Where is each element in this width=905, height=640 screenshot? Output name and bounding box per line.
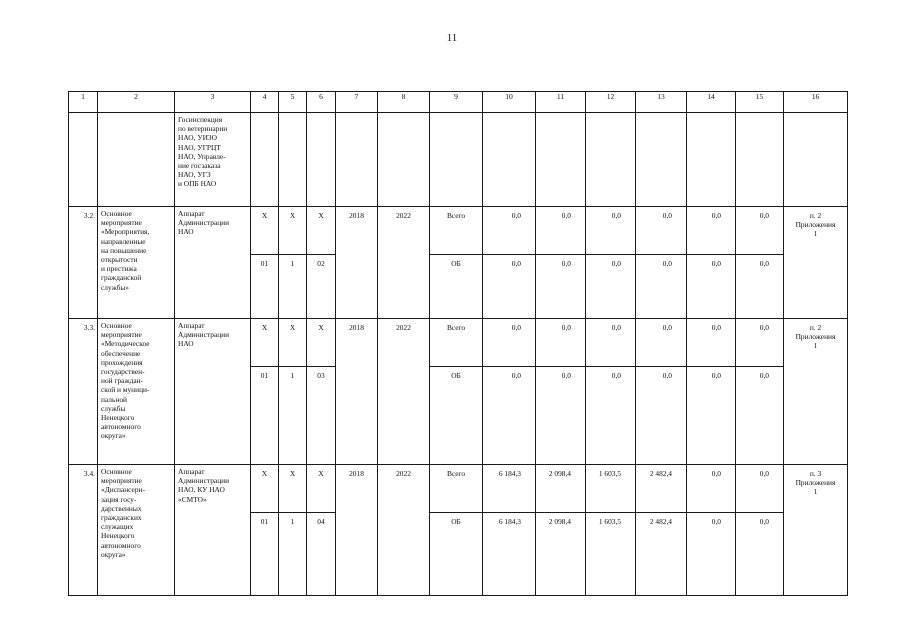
amount-cell: 2 098,4 — [536, 513, 586, 596]
amount-cell: 0,0 — [483, 367, 536, 465]
amount-cell: 0,0 — [687, 465, 736, 513]
amount-cell: 2 482,4 — [636, 513, 687, 596]
name-line: Основное — [101, 209, 132, 218]
name-line: автономного — [101, 540, 141, 550]
name-line: Ненецкого — [101, 531, 135, 541]
row-number: 3.4. — [69, 465, 98, 596]
amount-cell: 0,0 — [687, 207, 736, 255]
table-row — [69, 319, 848, 367]
amount-cell: 0,0 — [687, 255, 736, 319]
executor-line: НАО — [178, 227, 194, 237]
executor-cell — [175, 465, 251, 596]
header-cell: 6 — [307, 92, 336, 113]
table-row — [69, 207, 848, 255]
amount-cell: 1 603,5 — [586, 465, 636, 513]
executor-line: по ветеринарии — [178, 124, 228, 134]
header-cell: 10 — [483, 92, 536, 113]
name-line: направленные — [101, 236, 146, 246]
name-line: «Методическое — [101, 339, 150, 349]
amount-cell: 2 098,4 — [536, 465, 586, 513]
header-cell: 8 — [378, 92, 430, 113]
name-line: гражданских — [101, 513, 142, 523]
year-end: 2022 — [378, 465, 430, 596]
funding-source-label: ОБ — [430, 513, 483, 596]
reference-cell — [784, 207, 848, 319]
header-cell: 3 — [175, 92, 251, 113]
amount-cell: 0,0 — [483, 319, 536, 367]
executor-line: Аппарат — [178, 321, 205, 330]
executor-line: Администрации — [178, 218, 230, 228]
amount-cell: 0,0 — [736, 319, 784, 367]
header-cell: 2 — [98, 92, 175, 113]
year-start: 2018 — [336, 465, 378, 596]
name-line: прохождения — [101, 357, 143, 367]
code-cell: Х — [307, 207, 336, 255]
amount-cell: 0,0 — [736, 465, 784, 513]
amount-cell: 0,0 — [483, 207, 536, 255]
page-number: 11 — [446, 32, 458, 44]
amount-cell: 0,0 — [687, 513, 736, 596]
header-cell: 7 — [336, 92, 378, 113]
code-cell: Х — [279, 319, 307, 367]
reference-line: п. 2 — [809, 323, 822, 332]
funding-source-label: Всего — [430, 319, 483, 367]
name-line: государствен- — [101, 367, 145, 377]
year-start: 2018 — [336, 319, 378, 465]
executor-cell — [175, 319, 251, 465]
continuation-executor-cell — [175, 113, 251, 207]
reference-line: 1 — [813, 487, 818, 497]
year-start: 2018 — [336, 207, 378, 319]
header-cell: 13 — [636, 92, 687, 113]
funding-source-label: ОБ — [430, 255, 483, 319]
code-cell: 01 — [251, 255, 279, 319]
name-line: службы — [101, 403, 126, 413]
code-cell: Х — [279, 207, 307, 255]
amount-cell: 0,0 — [687, 367, 736, 465]
funding-source-label: Всего — [430, 465, 483, 513]
header-cell: 12 — [586, 92, 636, 113]
reference-line: 1 — [813, 229, 818, 239]
amount-cell: 6 184,3 — [483, 513, 536, 596]
name-line: гражданской — [101, 273, 142, 283]
name-line: службы» — [101, 282, 129, 292]
header-cell: 5 — [279, 92, 307, 113]
amount-cell: 2 482,4 — [636, 465, 687, 513]
amount-cell: 1 603,5 — [586, 513, 636, 596]
amount-cell: 0,0 — [586, 255, 636, 319]
activity-name-cell — [98, 319, 175, 465]
name-line: «Мероприятия, — [101, 227, 150, 237]
amount-cell: 0,0 — [636, 319, 687, 367]
name-line: и престижа — [101, 264, 137, 274]
name-line: «Диспансери- — [101, 485, 145, 495]
name-line: пальной — [101, 394, 127, 404]
executor-line: ние госзаказа — [178, 161, 221, 171]
amount-cell: 0,0 — [536, 367, 586, 465]
header-cell: 11 — [536, 92, 586, 113]
amount-cell: 0,0 — [736, 513, 784, 596]
executor-line: НАО, УИЗО — [178, 133, 217, 143]
executor-line: НАО, Управле- — [178, 151, 226, 161]
amount-cell: 0,0 — [636, 367, 687, 465]
amount-cell: 0,0 — [483, 255, 536, 319]
funding-source-label: Всего — [430, 207, 483, 255]
name-line: на повышение — [101, 245, 147, 255]
code-cell: 1 — [279, 367, 307, 465]
reference-line: п. 2 — [809, 211, 822, 220]
activity-name-cell — [98, 465, 175, 596]
executor-line: «СМТО» — [178, 494, 207, 504]
activity-name-cell — [98, 207, 175, 319]
name-line: мероприятие — [101, 476, 142, 486]
amount-cell: 0,0 — [736, 367, 784, 465]
name-line: Основное — [101, 321, 132, 330]
name-line: округа» — [101, 431, 126, 441]
code-cell: 03 — [307, 367, 336, 465]
executor-line: Госинспекция — [178, 115, 223, 124]
executor-line: и ОПБ НАО — [178, 179, 217, 189]
row-number: 3.3. — [69, 319, 98, 465]
amount-cell: 0,0 — [687, 319, 736, 367]
amount-cell: 0,0 — [536, 319, 586, 367]
header-cell: 1 — [69, 92, 98, 113]
year-end: 2022 — [378, 319, 430, 465]
name-line: служащих — [101, 522, 134, 532]
amount-cell: 0,0 — [636, 207, 687, 255]
code-cell: Х — [251, 465, 279, 513]
reference-cell — [784, 465, 848, 596]
reference-line: 1 — [813, 341, 818, 351]
name-line: дарственных — [101, 503, 142, 513]
header-cell: 4 — [251, 92, 279, 113]
executor-line: Аппарат — [178, 467, 205, 476]
amount-cell: 0,0 — [536, 255, 586, 319]
funding-source-label: ОБ — [430, 367, 483, 465]
reference-line: п. 3 — [809, 469, 822, 478]
year-end: 2022 — [378, 207, 430, 319]
header-row — [69, 92, 848, 113]
code-cell: Х — [251, 207, 279, 255]
header-cell: 16 — [784, 92, 848, 113]
reference-line: Приложения — [795, 478, 836, 488]
name-line: ной граждан- — [101, 376, 144, 386]
amount-cell: 0,0 — [586, 367, 636, 465]
header-cell: 14 — [687, 92, 736, 113]
program-activities-table — [68, 91, 848, 596]
executor-line: Администрации — [178, 330, 230, 340]
amount-cell: 0,0 — [586, 319, 636, 367]
code-cell: Х — [251, 319, 279, 367]
amount-cell: 0,0 — [736, 255, 784, 319]
executor-line: НАО, УГЗ — [178, 170, 211, 180]
name-line: автономного — [101, 422, 141, 432]
executor-line: НАО, УГРЦТ — [178, 142, 221, 152]
code-cell: 1 — [279, 513, 307, 596]
amount-cell: 0,0 — [536, 207, 586, 255]
code-cell: 04 — [307, 513, 336, 596]
amount-cell: 0,0 — [736, 207, 784, 255]
reference-line: Приложения — [795, 332, 836, 342]
reference-line: Приложения — [795, 220, 836, 230]
amount-cell: 0,0 — [586, 207, 636, 255]
code-cell: 01 — [251, 367, 279, 465]
name-line: открытости — [101, 255, 138, 265]
name-line: обеспечение — [101, 348, 141, 358]
executor-line: НАО, КУ НАО — [178, 485, 225, 495]
code-cell: 02 — [307, 255, 336, 319]
reference-cell — [784, 319, 848, 465]
executor-line: НАО — [178, 339, 194, 349]
executor-line: Администрации — [178, 476, 230, 486]
code-cell: 1 — [279, 255, 307, 319]
row-number: 3.2. — [69, 207, 98, 319]
code-cell: Х — [307, 319, 336, 367]
name-line: мероприятие — [101, 218, 142, 228]
name-line: округа» — [101, 549, 126, 559]
name-line: Основное — [101, 467, 132, 476]
header-cell: 9 — [430, 92, 483, 113]
name-line: Ненецкого — [101, 413, 135, 423]
executor-line: Аппарат — [178, 209, 205, 218]
amount-cell: 6 184,3 — [483, 465, 536, 513]
code-cell: 01 — [251, 513, 279, 596]
code-cell: Х — [279, 465, 307, 513]
name-line: зация госу- — [101, 494, 137, 504]
table-row — [69, 465, 848, 513]
header-cell: 15 — [736, 92, 784, 113]
executor-cell — [175, 207, 251, 319]
name-line: ской и муници- — [101, 385, 150, 395]
code-cell: Х — [307, 465, 336, 513]
continuation-row — [69, 113, 848, 207]
amount-cell: 0,0 — [636, 255, 687, 319]
name-line: мероприятие — [101, 330, 142, 340]
